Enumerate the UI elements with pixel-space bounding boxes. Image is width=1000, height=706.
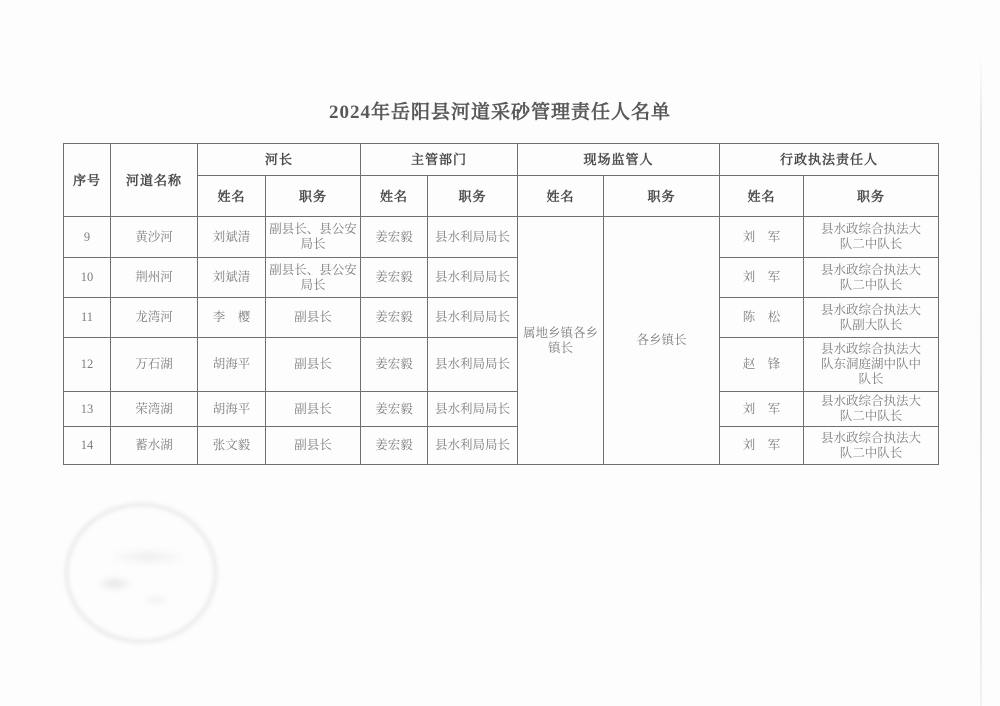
cell-chief-name: 胡海平 [198,392,266,427]
header-river-name: 河道名称 [111,144,198,217]
document-title: 2024年岳阳县河道采砂管理责任人名单 [328,102,671,123]
cell-river-name: 黄沙河 [111,217,198,258]
cell-chief-name: 刘斌清 [198,217,266,258]
header-group-supervisor: 现场监管人 [518,144,720,176]
cell-seq: 14 [64,427,111,465]
cell-dept-title: 县水利局局长 [428,338,518,392]
header-dept-title: 职务 [428,176,518,217]
header-enforcer-title: 职务 [804,176,939,217]
cell-dept-title: 县水利局局长 [428,258,518,298]
cell-dept-name: 姜宏毅 [361,427,428,465]
table-row [64,338,939,392]
cell-seq: 11 [64,298,111,338]
cell-river-name: 龙湾河 [111,298,198,338]
stamp-impression [65,503,217,643]
cell-seq: 9 [64,217,111,258]
cell-enforcer-title: 县水政综合执法大队二中队长 [804,217,939,258]
header-chief-name: 姓名 [198,176,266,217]
cell-dept-title: 县水利局局长 [428,298,518,338]
cell-river-name: 万石湖 [111,338,198,392]
cell-enforcer-name: 刘 军 [720,392,804,427]
cell-enforcer-title: 县水政综合执法大队东洞庭湖中队中队长 [804,338,939,392]
cell-enforcer-title: 县水政综合执法大队二中队长 [804,258,939,298]
cell-river-name: 蓄水湖 [111,427,198,465]
header-seq: 序号 [64,144,111,217]
cell-dept-name: 姜宏毅 [361,258,428,298]
table-row [64,217,939,258]
cell-enforcer-name: 刘 军 [720,217,804,258]
cell-chief-name: 刘斌清 [198,258,266,298]
cell-chief-name: 张文毅 [198,427,266,465]
cell-supervisor-title: 各乡镇长 [604,217,720,465]
header-group-dept: 主管部门 [361,144,518,176]
table-row [64,392,939,427]
cell-dept-title: 县水利局局长 [428,217,518,258]
header-dept-name: 姓名 [361,176,428,217]
table-row [64,427,939,465]
cell-river-name: 荣湾湖 [111,392,198,427]
cell-chief-title: 副县长、县公安局长 [266,258,361,298]
cell-seq: 13 [64,392,111,427]
header-supervisor-name: 姓名 [518,176,604,217]
cell-supervisor-name: 属地乡镇各乡镇长 [518,217,604,465]
header-group-river-chief: 河长 [198,144,361,176]
cell-enforcer-title: 县水政综合执法大队副大队长 [804,298,939,338]
cell-dept-title: 县水利局局长 [428,427,518,465]
cell-chief-name: 李 樱 [198,298,266,338]
header-supervisor-title: 职务 [604,176,720,217]
cell-enforcer-name: 刘 军 [720,258,804,298]
cell-dept-name: 姜宏毅 [361,338,428,392]
cell-chief-title: 副县长 [266,427,361,465]
cell-seq: 10 [64,258,111,298]
table-row [64,258,939,298]
scan-artifact-line [980,55,982,706]
cell-dept-name: 姜宏毅 [361,217,428,258]
cell-chief-title: 副县长 [266,338,361,392]
cell-chief-name: 胡海平 [198,338,266,392]
cell-enforcer-title: 县水政综合执法大队二中队长 [804,392,939,427]
header-chief-title: 职务 [266,176,361,217]
cell-chief-title: 副县长 [266,392,361,427]
cell-enforcer-title: 县水政综合执法大队二中队长 [804,427,939,465]
cell-dept-name: 姜宏毅 [361,392,428,427]
header-enforcer-name: 姓名 [720,176,804,217]
responsibility-table [63,143,939,465]
cell-chief-title: 副县长、县公安局长 [266,217,361,258]
cell-river-name: 荆州河 [111,258,198,298]
cell-dept-title: 县水利局局长 [428,392,518,427]
table-row [64,298,939,338]
cell-dept-name: 姜宏毅 [361,298,428,338]
header-row-groups [64,144,939,176]
cell-chief-title: 副县长 [266,298,361,338]
cell-enforcer-name: 陈 松 [720,298,804,338]
cell-enforcer-name: 赵 锋 [720,338,804,392]
header-group-enforcer: 行政执法责任人 [720,144,939,176]
cell-seq: 12 [64,338,111,392]
cell-enforcer-name: 刘 军 [720,427,804,465]
